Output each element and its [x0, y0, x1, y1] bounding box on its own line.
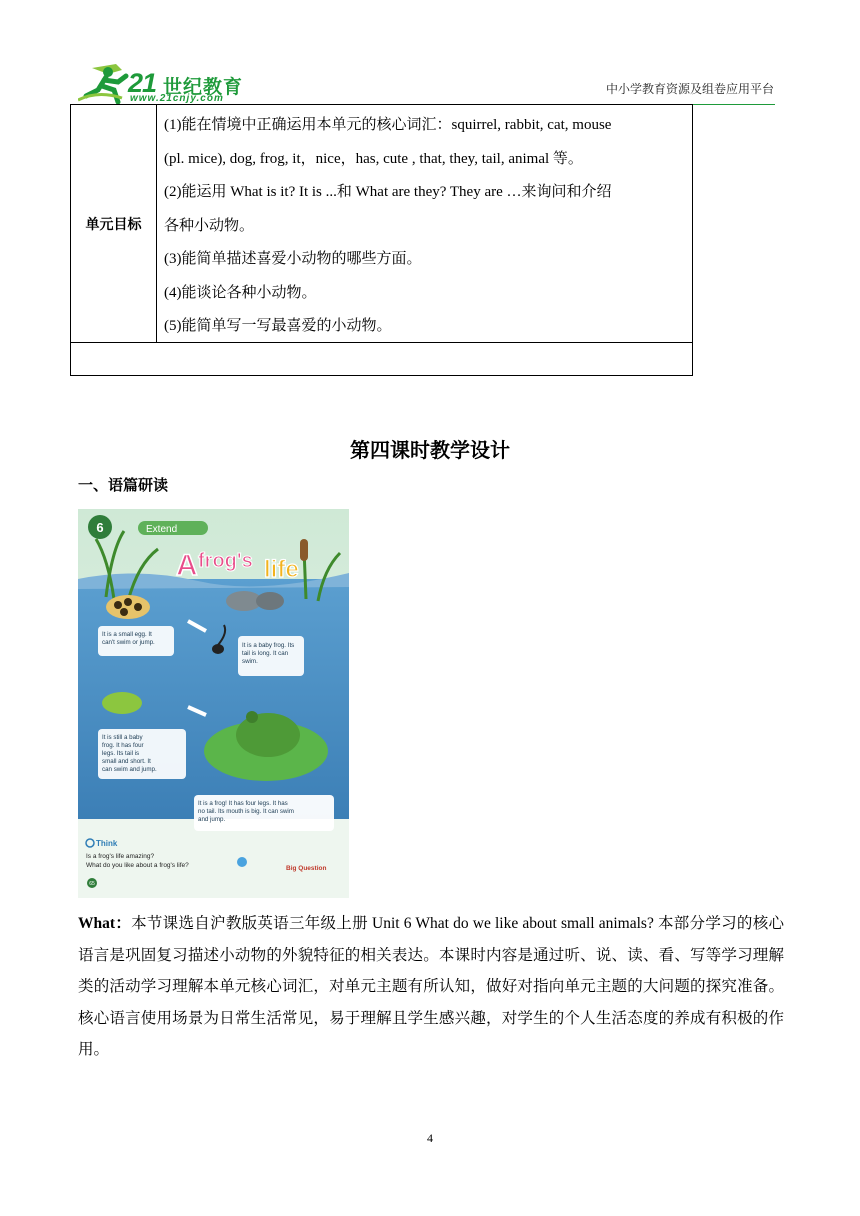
frog-eggs-icon [106, 595, 150, 619]
objective-line: (5)能简单写一写最喜爱的小动物。 [164, 318, 392, 334]
textbook-page-number: 65 [89, 881, 95, 887]
textbook-page-image [78, 509, 349, 898]
big-question-label: Big Question [286, 865, 327, 872]
frog-icon [236, 713, 300, 757]
bubble-text: It is a small egg. It can't swim or jump. [102, 631, 155, 646]
think-question: What do you like about a frog's life? [86, 862, 189, 869]
paragraph-lead: What： [78, 915, 132, 932]
think-question: Is a frog's life amazing? [86, 853, 155, 860]
page-number: 4 [427, 1131, 433, 1145]
objectives-content [157, 105, 692, 342]
title-a: A [176, 549, 198, 582]
title-life: life [264, 556, 299, 583]
froglet-icon [102, 692, 142, 714]
analysis-paragraph [78, 908, 784, 1066]
section-title: 第四课时教学设计 [350, 438, 510, 462]
objective-line: (3)能简单描述喜爱小动物的哪些方面。 [164, 251, 422, 267]
objective-line: (1)能在情境中正确运用本单元的核心词汇：squirrel, rabbit, cat, mouse [164, 117, 612, 133]
logo-text: 世纪教育 [163, 76, 244, 98]
unit-number: 6 [96, 520, 104, 535]
speech-icon [237, 857, 247, 867]
platform-name: 中小学教育资源及组卷应用平台 [605, 82, 774, 96]
objective-line: (2)能运用 What is it? It is ...和 What are they? They are …来询问和介绍 [164, 184, 612, 200]
extend-tag: Extend [146, 524, 178, 535]
paragraph-text: 本节课选自沪教版英语三年级上册 Unit 6 What do we like about small animals? 本部分学习的核心语言是巩固复习描述小动物的外貌特征的相关表达。本课时内容是通过听、说、读、看、写等学习理解类的活动学习理解本单元核心词汇，对单元主题有所认知，做好对指向单元主题的大问题的探究准备。核心语言使用场景为日常生活常见，易于理解且学生感兴趣，对学生的个人生活态度的养成有积极的作用。 [78, 915, 784, 1058]
logo-number: 21 [128, 68, 157, 98]
objectives-table [70, 104, 693, 376]
objective-line: (pl. mice), dog, frog, it，nice，has, cute , that, they, tail, animal 等。 [164, 150, 583, 167]
objectives-label: 单元目标 [71, 105, 157, 342]
table-row-divider [71, 342, 692, 343]
logo-url: www.21cnjy.com [130, 93, 224, 104]
bubble-text: It is still a baby frog. It has four legs. Its tail is small and short. It can swim and jump. [102, 734, 157, 773]
objective-line: 各种小动物。 [164, 217, 255, 234]
think-label: Think [96, 839, 118, 848]
bubble-text: It is a frog! It has four legs. It has no tail. Its mouth is big. It can swim and jump. [198, 800, 294, 823]
bubble-text: It is a baby frog. Its tail is long. It can swim. [242, 642, 295, 665]
tadpole-icon [212, 644, 224, 654]
title-frogs: frog's [198, 550, 253, 572]
objective-line: (4)能谈论各种小动物。 [164, 284, 317, 301]
section-heading: 一、语篇研读 [78, 476, 169, 494]
